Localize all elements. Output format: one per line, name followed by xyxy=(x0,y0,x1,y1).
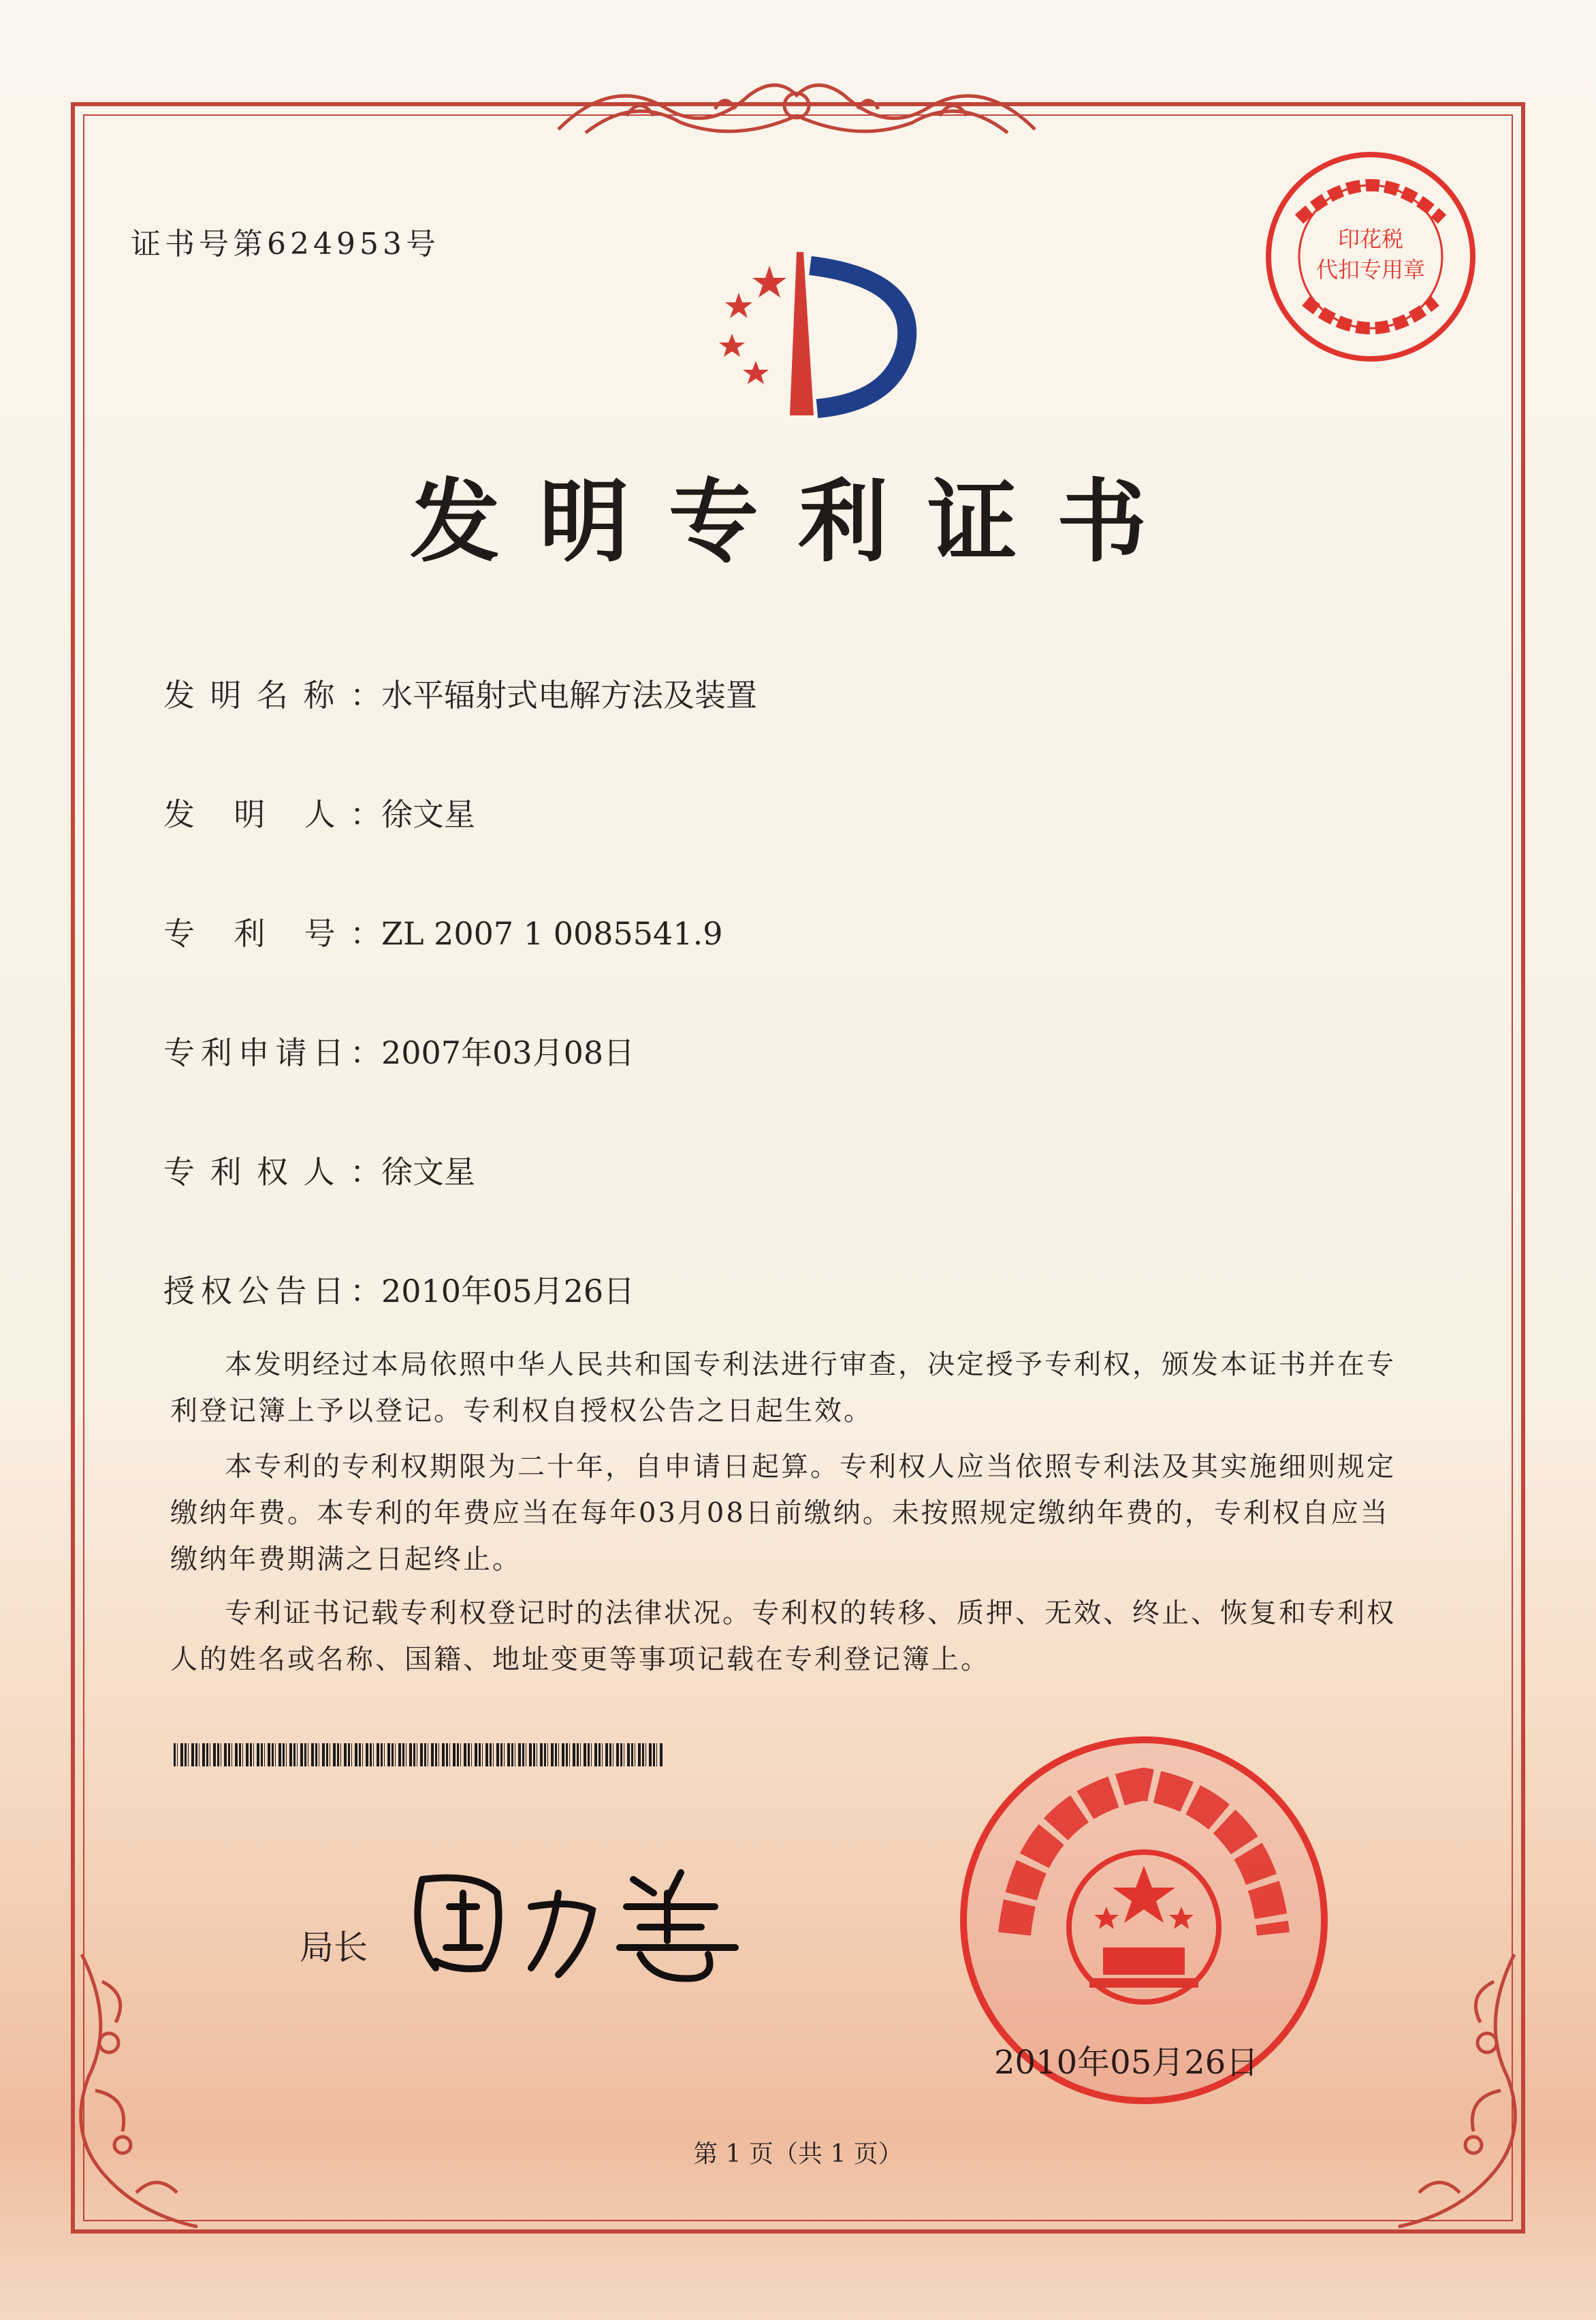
field-patentee xyxy=(163,1147,475,1192)
field-value: 2010年05月26日 xyxy=(381,1273,635,1309)
field-value: 徐文星 xyxy=(381,1154,475,1190)
paragraph-term: 本专利的专利权期限为二十年，自申请日起算。专利权人应当依照专利法及其实施细则规定缴纳年费。本专利的年费应当在每年03月08日前缴纳。未按照规定缴纳年费的，专利权自应当缴纳年费期满之日起终止。 xyxy=(170,1451,1396,1575)
certificate-number: 证书号第624953号 xyxy=(131,227,440,261)
field-label: 专利权人： xyxy=(163,1154,381,1190)
svg-text:印花税: 印花税 xyxy=(1337,226,1404,252)
field-invention-name xyxy=(163,671,757,716)
field-label: 发 明 人： xyxy=(163,796,381,833)
director-signature xyxy=(395,1852,776,1991)
paragraph-legal-status: 专利证书记载专利权登记时的法律状况。专利权的转移、质押、无效、终止、恢复和专利权人的姓名或名称、国籍、地址变更等事项记载在专利登记簿上。 xyxy=(170,1598,1396,1675)
bottom-right-ornament xyxy=(1358,1941,1535,2240)
field-grant-date xyxy=(163,1267,635,1312)
svg-text:代扣专用章: 代扣专用章 xyxy=(1315,257,1426,283)
field-value: 水平辐射式电解方法及装置 xyxy=(381,677,757,714)
field-label: 专利申请日： xyxy=(163,1034,381,1071)
field-label: 授权公告日： xyxy=(163,1273,381,1309)
page-footer: 第 1 页（共 1 页） xyxy=(693,2140,903,2168)
field-patent-number xyxy=(163,909,722,954)
field-label: 专 利 号： xyxy=(163,915,381,952)
paragraph-grant-notice: 本发明经过本局依照中华人民共和国专利法进行审查，决定授予专利权，颁发本证书并在专利登记簿上予以登记。专利权自授权公告之日起生效。 xyxy=(170,1349,1396,1427)
page-title: 发明专利证书 xyxy=(410,469,1186,575)
field-application-date xyxy=(163,1028,635,1073)
field-value: ZL 2007 1 0085541.9 xyxy=(381,915,723,952)
top-ornament xyxy=(531,68,1062,150)
barcode xyxy=(174,1743,664,1766)
field-value: 徐文星 xyxy=(381,796,475,833)
patent-office-logo xyxy=(674,225,933,429)
tax-stamp xyxy=(1258,144,1483,369)
field-label: 发明名称： xyxy=(163,677,381,714)
bottom-left-ornament xyxy=(61,1941,238,2240)
field-value: 2007年03月08日 xyxy=(381,1034,635,1071)
field-inventor xyxy=(163,790,475,835)
director-label: 局长 xyxy=(300,1928,368,1967)
seal-date: 2010年05月26日 xyxy=(994,2044,1259,2082)
